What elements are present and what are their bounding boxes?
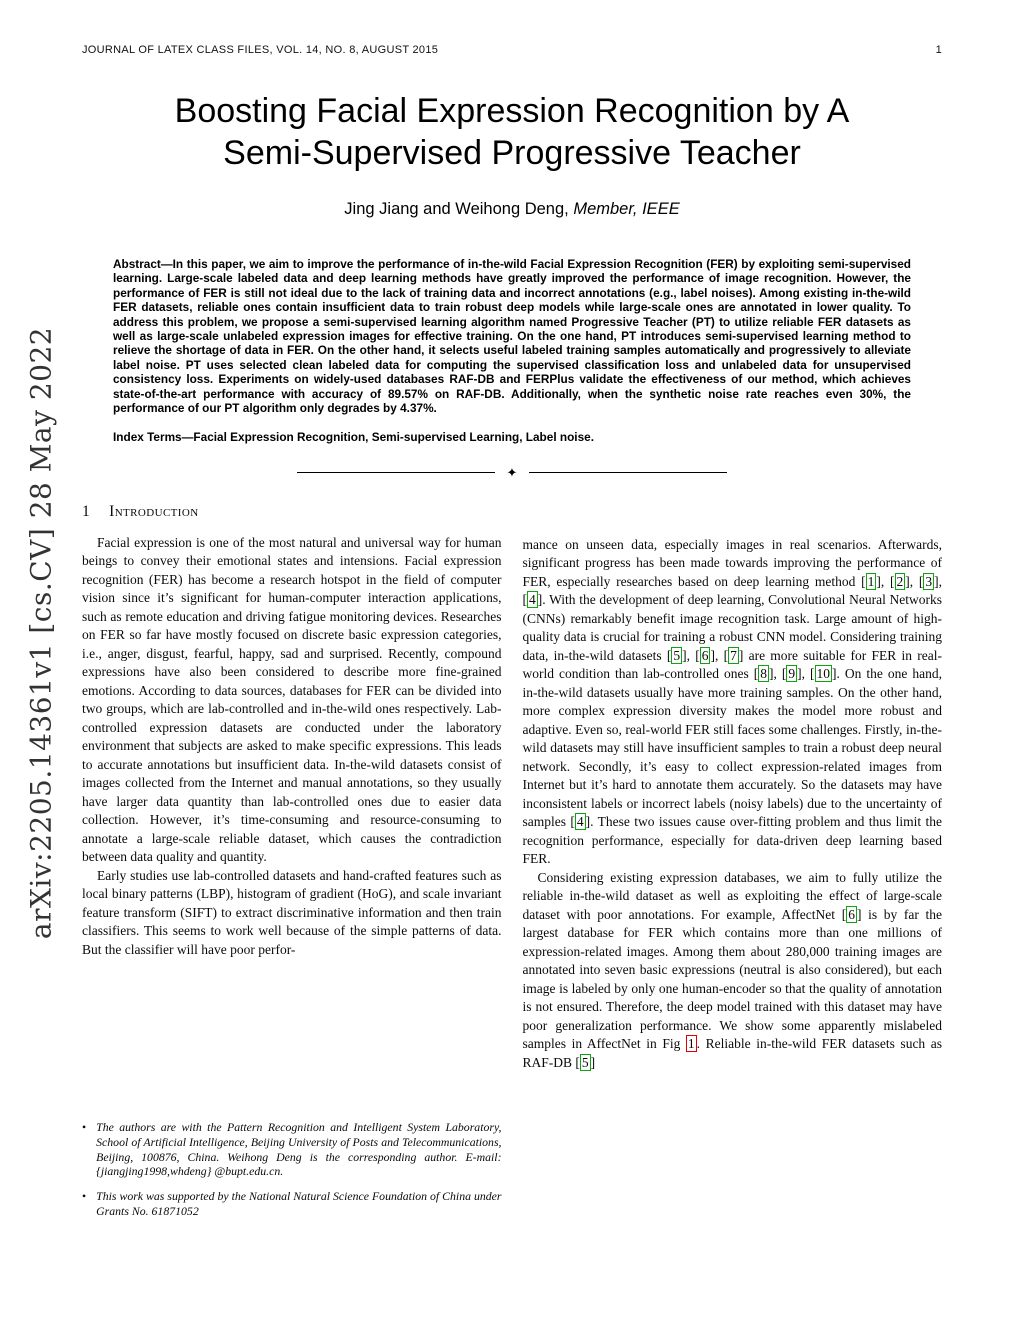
- paper-title: [92, 90, 932, 174]
- citation-link[interactable]: 7: [730, 647, 737, 663]
- citation-link[interactable]: 3: [925, 573, 933, 589]
- citation-link[interactable]: 1: [867, 573, 875, 589]
- author-membership: Member, IEEE: [573, 200, 680, 218]
- divider-rule-right: [529, 472, 727, 473]
- citation-link[interactable]: 9: [788, 666, 796, 682]
- page-number: 1: [935, 44, 942, 56]
- citation-link[interactable]: 8: [760, 666, 767, 682]
- paper-title-line1: Boosting Facial Expression Recognition by A: [174, 92, 850, 130]
- citation-link[interactable]: 6: [848, 906, 855, 922]
- two-column-body: [82, 503, 942, 1219]
- section-heading-introduction: [82, 503, 502, 521]
- citation-link[interactable]: 2: [896, 573, 904, 589]
- footnote-text: • This work was supported by the National Natural Science Foundation of China under Grants No. 61871052: [96, 1189, 502, 1219]
- footnotes: [82, 1110, 502, 1219]
- author-line: [82, 200, 942, 219]
- section-divider: [297, 466, 727, 479]
- running-header: [82, 0, 942, 56]
- index-terms: [113, 430, 911, 444]
- footnote-funding: [82, 1189, 502, 1219]
- footnote-text: • The authors are with the Pattern Recognition and Intelligent System Laboratory, School of Artificial Intelligence, Beijing University of Posts and Telecommunications, Beijing, 100876, China. Weihong Deng is the corresponding author. E-mail:{jiangjing1998,whdeng} @bupt.edu.cn.: [96, 1120, 502, 1179]
- figure-ref-link[interactable]: 1: [687, 1036, 695, 1052]
- paper-title-line2: Semi-Supervised Progressive Teacher: [223, 134, 801, 172]
- abstract-label: Abstract: [113, 257, 161, 271]
- index-terms-text: —Facial Expression Recognition, Semi-supervised Learning, Label noise.: [181, 430, 594, 445]
- diamond-ornament: ✦: [506, 464, 518, 480]
- footnote-authors: [82, 1120, 502, 1179]
- journal-header-text: JOURNAL OF LATEX CLASS FILES, VOL. 14, NO. 8, AUGUST 2015: [82, 44, 439, 56]
- citation-link[interactable]: 6: [701, 647, 709, 663]
- body-paragraph: mance on unseen data, especially images in real scenarios. Afterwards, significant progress has been made towards improving the performance of FER, especially researches based on deep learning method [ 1 ], [ 2 ], [ 3 ], [ 4 ]. With the development of deep learning, Convolutional Neural Networks (CNNs) remarkably benefit image recognition task. Large amount of high-quality data is crucial for training a robust CNN model. Considering training data, in-the-wild datasets [ 5 ], [ 6 ], [ 7 ] are more suitable for FER in real-world condition than lab-controlled ones [ 8 ], [ 9 ], [ 10 ]. On the one hand, in-the-wild datasets usually have more training samples. On the other hand, more complex expression diversity makes the model more robust and adaptive. Even so, real-world FER still faces some challenges. Firstly, in-the-wild datasets may still have insufficient samples to train a robust deep neural network. Secondly, it’s easy to collect expression-related images from Internet but it’s hard to annotate them accurately. So the datasets may have inconsistent labels or incorrect labels (noisy labels) due to the uncertainty of samples [ 4 ]. These two issues cause over-fitting problem and thus limit the recognition performance, especially for data-driven deep learning based FER.: [522, 536, 942, 867]
- citation-link[interactable]: 4: [529, 592, 536, 608]
- citation-link[interactable]: 5: [673, 647, 681, 663]
- left-column: [82, 503, 502, 1219]
- abstract: [113, 257, 911, 415]
- author-names: Jing Jiang and Weihong Deng,: [344, 200, 574, 218]
- section-number: 1: [82, 502, 91, 520]
- section-title: Introduction: [109, 502, 199, 520]
- citation-link[interactable]: 5: [581, 1054, 589, 1070]
- abstract-text: —In this paper, we aim to improve the performance of in-the-wild Facial Expression Recognition (FER) by exploiting semi-supervised learning. Large-scale labeled data and deep learning methods have greatly improved the performance of image recognition. However, the performance of FER is still not ideal due to the lack of training data and incorrect annotations (e.g., label noises). Among existing in-the-wild FER datasets, reliable ones contain insufficient data to train robust deep models while large-scale ones are annotated in lower quality. To address this problem, we propose a semi-supervised learning algorithm named Progressive Teacher (PT) to utilize reliable FER datasets as well as large-scale unlabeled expression images for effective training. On the one hand, PT introduces semi-supervised learning method to relieve the shortage of data in FER. On the other hand, it selects useful labeled training samples automatically and progressively to alleviate label noise. PT uses selected clean labeled data for computing the supervised classification loss and unlabeled data for unsupervised consistency loss. Experiments on widely-used databases RAF-DB and FERPlus validate the effectiveness of our method, which achieves state-of-the-art performance with accuracy of 89.57% on RAF-DB. Additionally, when the synthetic noise rate reaches even 30%, the performance of our PT algorithm only degrades by 4.37%.: [113, 257, 911, 416]
- arxiv-stamp: arXiv:2205.14361v1 [cs.CV] 28 May 2022: [24, 326, 58, 940]
- body-paragraph: Considering existing expression databases, we aim to fully utilize the reliable in-the-wild dataset as well as exploiting the effect of large-scale dataset with poor annotations. For example, AffectNet [ 6 ] is by far the largest database for FER which contains more than one millions of expression-related images. Among them about 280,000 training images are annotated into seven basic expressions (neutral is also considered), but each image is labeled by only one human-encoder so that the quality of annotation is not ensured. Therefore, the deep model trained with this dataset may have poor generalization performance. We show some apparently mislabeled samples in AffectNet in Fig 1 . Reliable in-the-wild FER datasets such as RAF-DB [ 5 ]: [522, 869, 942, 1070]
- divider-rule-left: [297, 472, 495, 473]
- body-paragraph: Facial expression is one of the most natural and universal way for human beings to convey their emotional states and intensions. Facial expression recognition (FER) has become a research hotspot in the field of computer vision since it’s significant for human-computer interaction applications, such as remote education and driving fatigue monitoring devices. Researches on FER so far have mostly focused on discrete basic expression categories, i.e., anger, disgust, fearful, happy, sad and surprised. Recently, compound expressions have also been considered to describe more fine-grained emotions. According to data sources, databases for FER can be divided into two groups, which are lab-controlled and in-the-wild ones respectively. Lab-controlled expression datasets are conducted under the laboratory environment that subjects are asked to make specific expressions. This leads to accurate annotations but insufficient data. In-the-wild datasets consist of images collected from the Internet and manual annotations, so they usually have larger data quantity than lab-controlled ones due to easier data collection. However, it’s time-consuming and resource-consuming to annotate a large-scale reliable dataset, which causes the contradiction between data quality and quantity.: [82, 534, 502, 865]
- right-column: [523, 503, 943, 1219]
- citation-link[interactable]: 10: [816, 666, 831, 682]
- citation-link[interactable]: 4: [576, 814, 584, 830]
- body-paragraph: Early studies use lab-controlled datasets and hand-crafted features such as local binary patterns (LBP), histogram of gradient (HoG), and scale invariant feature transform (SIFT) to extract discriminative information and then train classifiers. This seems to work well because of the simple patterns of data. But the classifier will have poor perfor-: [82, 867, 502, 957]
- index-terms-label: Index Terms: [113, 430, 182, 445]
